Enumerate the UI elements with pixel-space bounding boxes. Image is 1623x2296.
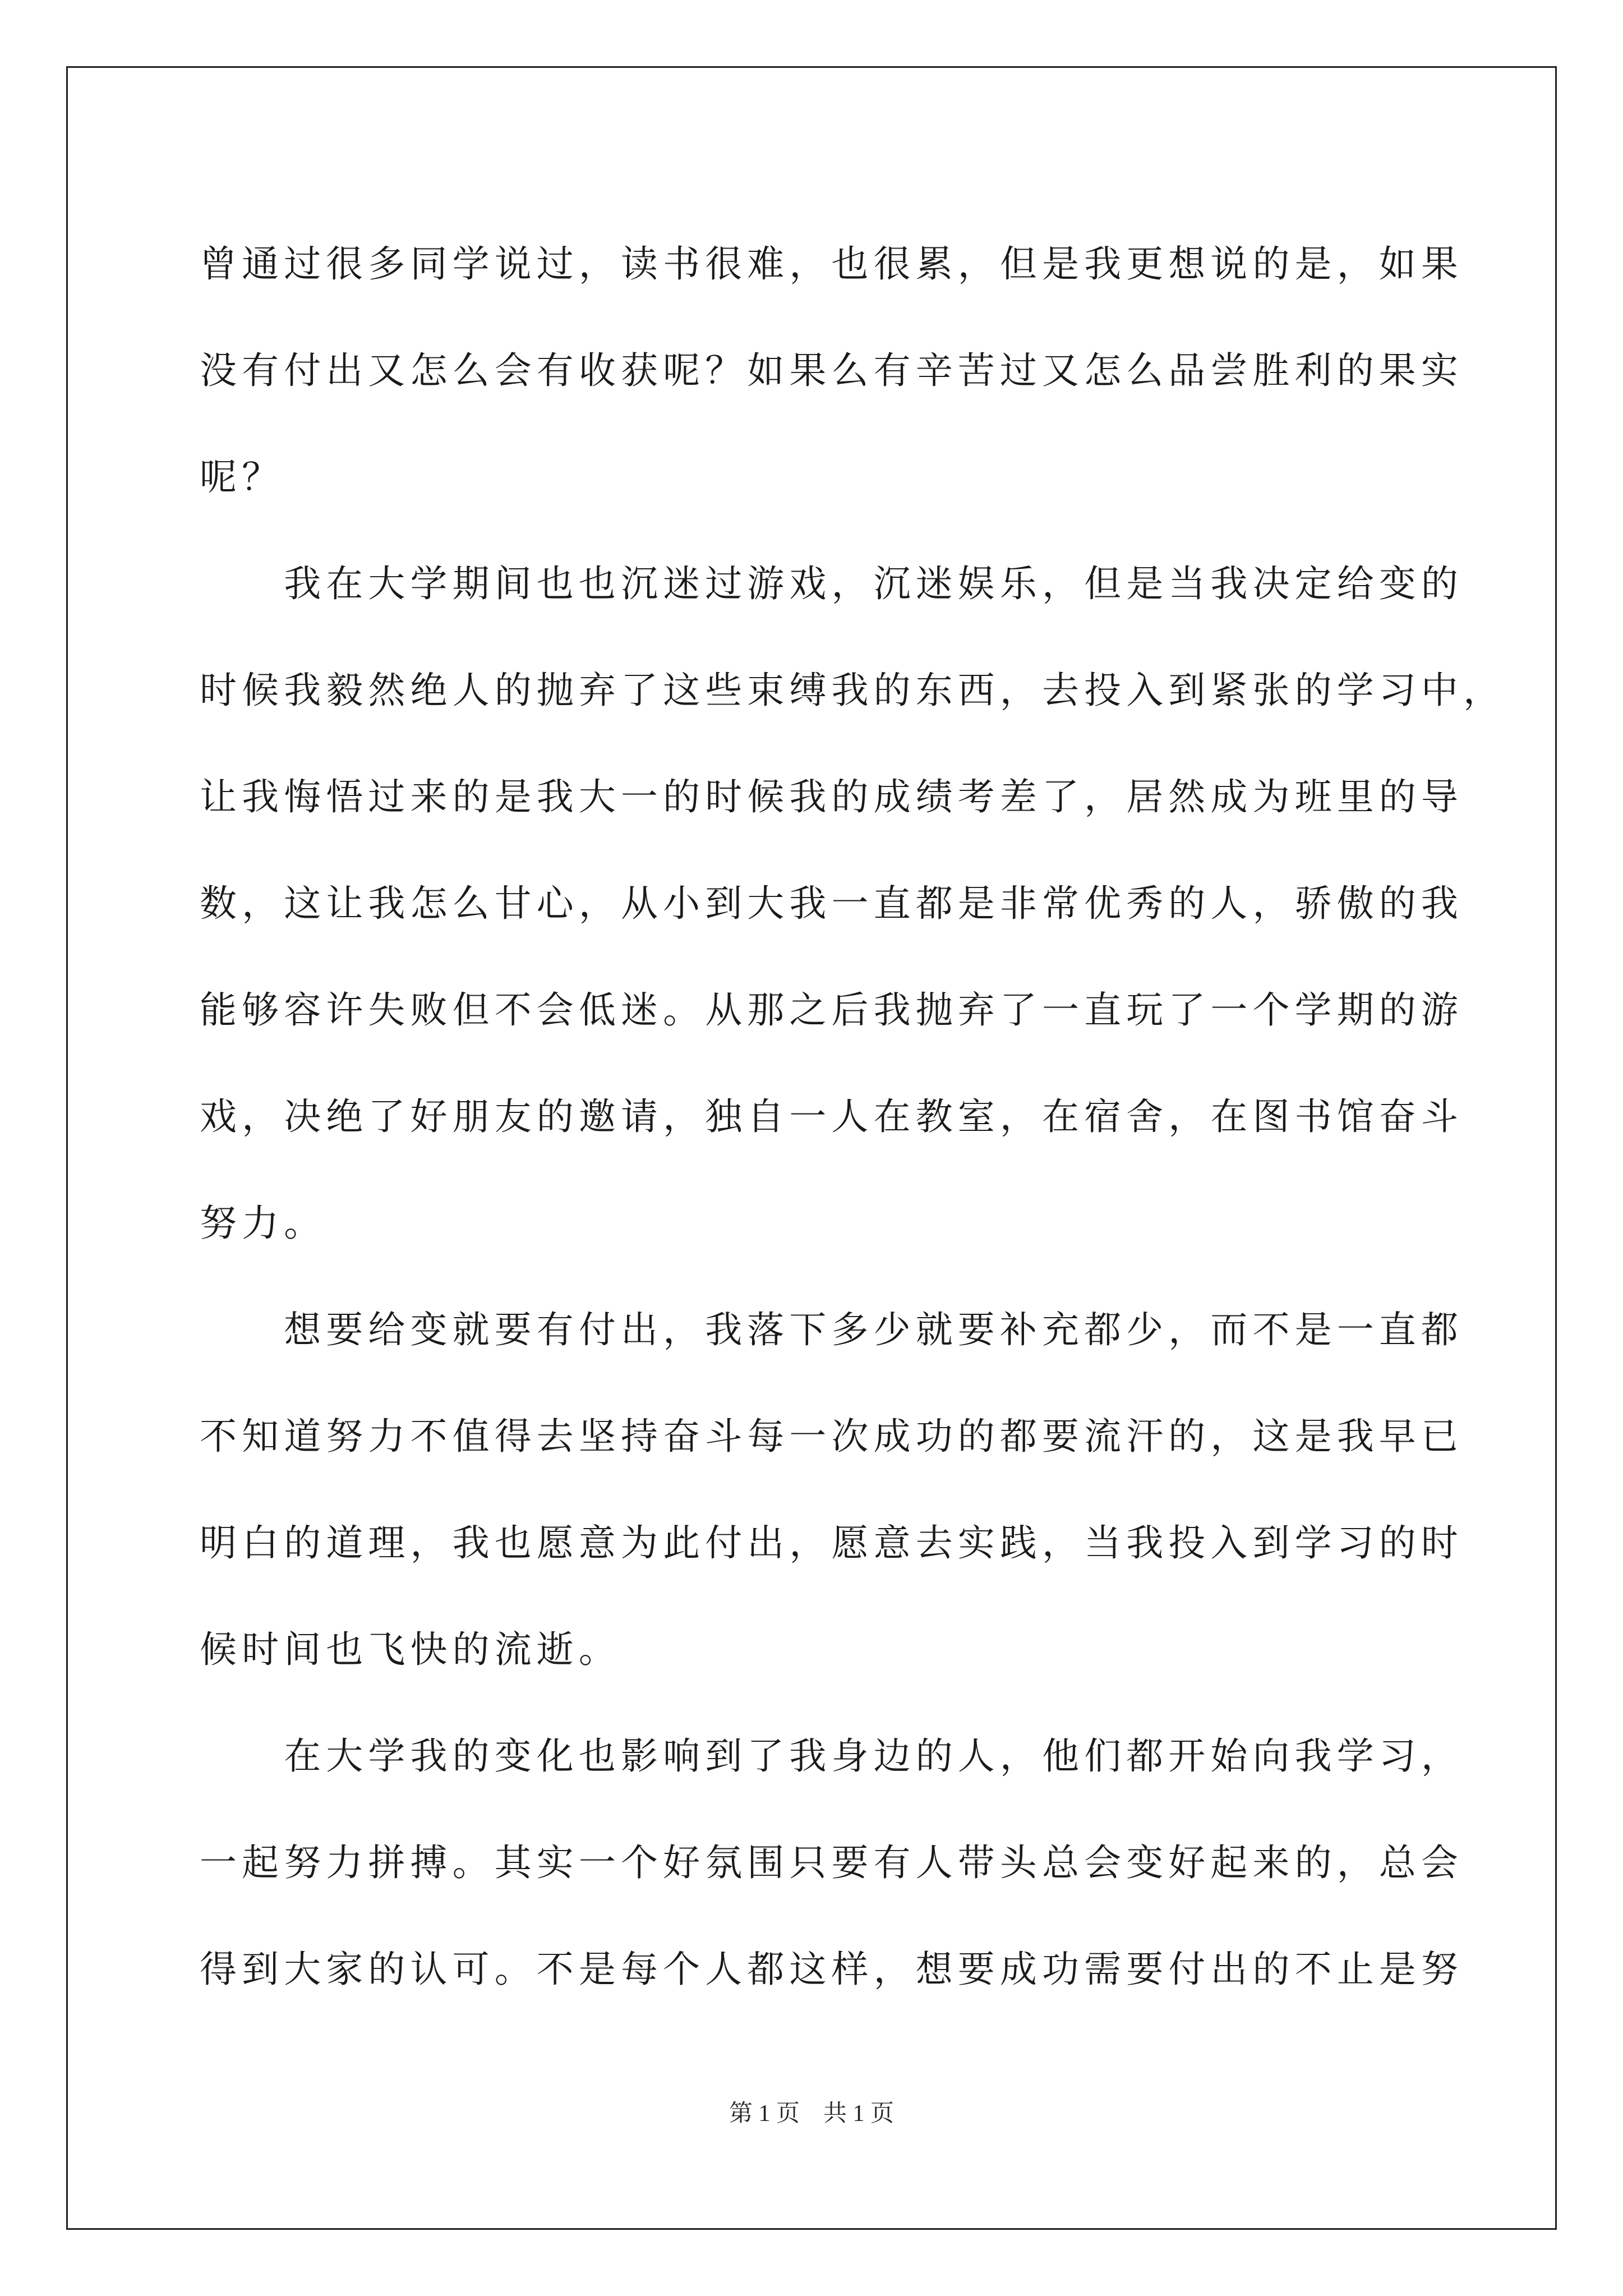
text-line: 一起努力拼搏。其实一个好氛围只要有人带头总会变好起来的，总会 <box>200 1841 1463 1884</box>
text-line: 能够容许失败但不会低迷。从那之后我抛弃了一直玩了一个学期的游 <box>200 988 1463 1032</box>
text-line: 在大学我的变化也影响到了我身边的人，他们都开始向我学习， <box>200 1734 1463 1778</box>
page-footer <box>0 2097 1623 2131</box>
text-line: 不知道努力不值得去坚持奋斗每一次成功的都要流汗的，这是我早已 <box>200 1415 1463 1458</box>
text-line: 让我悔悟过来的是我大一的时候我的成绩考差了，居然成为班里的导 <box>200 775 1463 818</box>
text-line: 得到大家的认可。不是每个人都这样，想要成功需要付出的不止是努 <box>200 1948 1463 1991</box>
text-line: 数，这让我怎么甘心，从小到大我一直都是非常优秀的人，骄傲的我 <box>200 882 1463 925</box>
text-line: 呢？ <box>200 455 284 499</box>
text-line: 曾通过很多同学说过，读书很难，也很累，但是我更想说的是，如果 <box>200 242 1463 286</box>
text-line: 候时间也飞快的流逝。 <box>200 1628 621 1671</box>
text-line: 我在大学期间也也沉迷过游戏，沉迷娱乐，但是当我决定给变的 <box>200 562 1463 605</box>
page-total: 共 1 页 <box>823 2101 895 2127</box>
document-body <box>200 211 1506 2023</box>
page-number: 第 1 页 <box>728 2101 800 2127</box>
text-line: 想要给变就要有付出，我落下多少就要补充都少，而不是一直都 <box>200 1308 1463 1351</box>
text-line: 明白的道理，我也愿意为此付出，愿意去实践，当我投入到学习的时 <box>200 1521 1463 1565</box>
text-line: 没有付出又怎么会有收获呢？如果么有辛苦过又怎么品尝胜利的果实 <box>200 349 1463 392</box>
text-line: 努力。 <box>200 1202 326 1245</box>
text-line: 戏，决绝了好朋友的邀请，独自一人在教室，在宿舍，在图书馆奋斗 <box>200 1095 1463 1138</box>
text-line: 时候我毅然绝人的抛弃了这些束缚我的东西，去投入到紧张的学习中， <box>200 669 1506 712</box>
